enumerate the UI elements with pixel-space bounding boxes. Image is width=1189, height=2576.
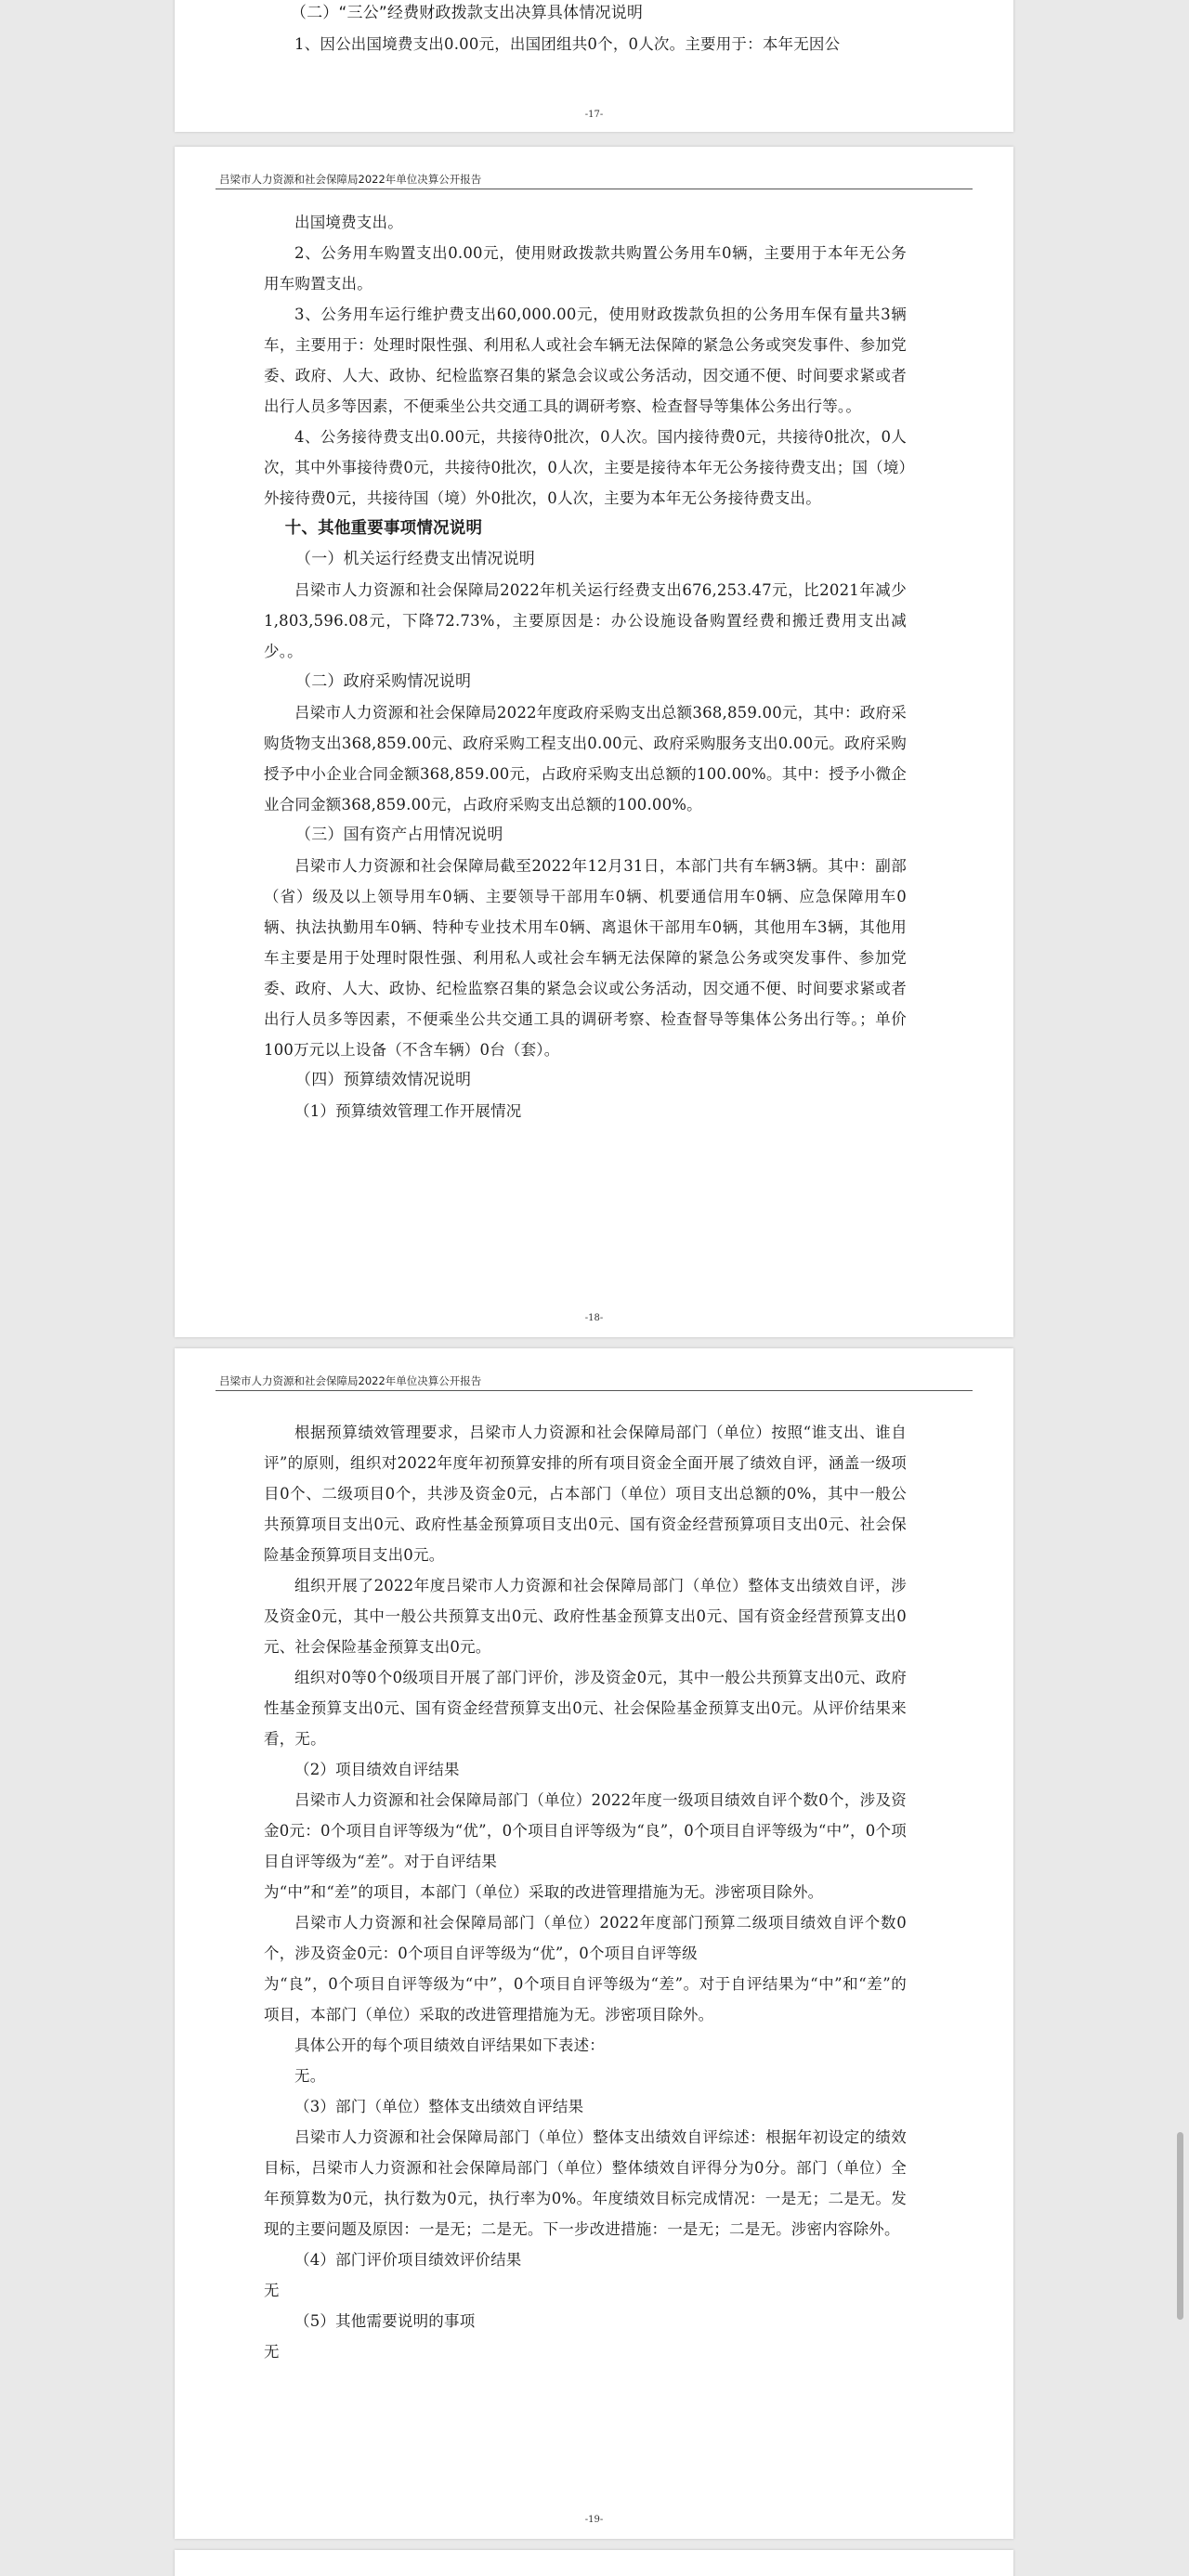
item-heading-3: （3）部门（单位）整体支出绩效自评结果 [294,2098,584,2115]
paragraph: 出国境费支出。 [294,214,403,231]
paragraph: 2、公务用车购置支出0.00元，使用财政拨款共购置公务用车0辆，主要用于本年无公务用车购置支出。 [264,244,907,293]
paragraph: 为“中”和“差”的项目，本部门（单位）采取的改进管理措施为无。涉密项目除外。 [264,1883,824,1901]
document-page-19 [175,1348,1013,2539]
paragraph: 4、公务接待费支出0.00元，共接待0批次，0人次。国内接待费0元，共接待0批次，0人次，其中外事接待费0元，共接待0批次，0人次，主要是接待本年无公务接待费支出；国（境）外接待费0元，共接待国（境）外0批次，0人次，主要为本年无公务接待费支出。 [264,428,907,507]
subsection-heading-3: （三）国有资产占用情况说明 [295,826,503,844]
vertical-scrollbar[interactable] [1178,0,1185,2576]
paragraph: 吕梁市人力资源和社会保障局截至2022年12月31日，本部门共有车辆3辆。其中：副部（省）级及以上领导用车0辆、主要领导干部用车0辆、机要通信用车0辆、应急保障用车0辆、执法执勤用车0辆、特种专业技术用车0辆、离退休干部用车0辆，其他用车3辆，其他用车主要是用于处理时限性强、利用私人或社会车辆无法保障的紧急公务或突发事件、参加党委、政府、人大、政协、纪检监察召集的紧急会议或公务活动，因交通不便、时间要求紧或者出行人员多等因素，不便乘坐公共交通工具的调研考察、检查督导等集体公务出行等。；单价100万元以上设备（不含车辆）0台（套）。 [264,857,907,1059]
running-header: 吕梁市人力资源和社会保障局2022年单位决算公开报告 [216,1373,973,1391]
paragraph: 吕梁市人力资源和社会保障局2022年机关运行经费支出676,253.47元，比2021年减少1,803,596.08元，下降72.73%，主要原因是：办公设施设备购置经费和搬迁费用支出减少。。 [264,581,907,660]
subsection-heading-4: （四）预算绩效情况说明 [295,1071,472,1089]
scrollbar-thumb[interactable] [1177,2132,1183,2320]
paragraph: 1、因公出国境费支出0.00元，出国团组共0个，0人次。主要用于：本年无因公 [294,35,841,53]
paragraph: 吕梁市人力资源和社会保障局2022年度政府采购支出总额368,859.00元，其中：政府采购货物支出368,859.00元、政府采购工程支出0.00元、政府采购服务支出0.00元。政府采购授予中小企业合同金额368,859.00元，占政府采购支出总额的100.00%。其中：授予小微企业合同金额368,859.00元，占政府采购支出总额的100.00%。 [264,704,907,813]
page-17-content [264,0,907,59]
document-page-17 [175,0,1013,132]
page-number: -19- [584,2515,604,2525]
paragraph: 无 [264,2282,280,2299]
document-page-18 [175,147,1013,1337]
paragraph: 无。 [294,2067,326,2085]
section-heading-10: 十、其他重要事项情况说明 [284,519,483,538]
paragraph: 吕梁市人力资源和社会保障局部门（单位）2022年度部门预算二级项目绩效自评个数0个，涉及资金0元：0个项目自评等级为“优”，0个项目自评等级 [264,1914,907,1962]
item-heading-2: （2）项目绩效自评结果 [294,1761,460,1778]
document-page-20 [175,2550,1013,2576]
paragraph: 根据预算绩效管理要求，吕梁市人力资源和社会保障局部门（单位）按照“谁支出、谁自评”的原则，组织对2022年度年初预算安排的所有项目资金全面开展了绩效自评，涵盖一级项目0个、二级项目0个，共涉及资金0元，占本部门（单位）项目支出总额的0%，其中一般公共预算项目支出0元、政府性基金预算项目支出0元、国有资金经营预算项目支出0元、社会保险基金预算项目支出0元。 [264,1424,907,1564]
page-18-content [264,207,907,1126]
item-heading-4: （4）部门评价项目绩效评价结果 [294,2251,522,2269]
item-heading-1: （1）预算绩效管理工作开展情况 [294,1102,522,1120]
subsection-heading-1: （一）机关运行经费支出情况说明 [295,550,535,568]
paragraph: 无 [264,2343,280,2361]
paragraph: 吕梁市人力资源和社会保障局部门（单位）2022年度一级项目绩效自评个数0个，涉及资金0元：0个项目自评等级为“优”，0个项目自评等级为“良”，0个项目自评等级为“中”，0个项目自评等级为“差”。对于自评结果 [264,1791,907,1870]
page-number: -18- [584,1313,604,1323]
paragraph: 具体公开的每个项目绩效自评结果如下表述： [294,2036,605,2054]
item-heading-5: （5）其他需要说明的事项 [294,2312,476,2330]
paragraph: 组织开展了2022年度吕梁市人力资源和社会保障局部门（单位）整体支出绩效自评，涉及资金0元，其中一般公共预算支出0元、政府性基金预算支出0元、国有资金经营预算支出0元、社会保险基金预算支出0元。 [264,1577,907,1656]
paragraph: 组织对0等0个0级项目开展了部门评价，涉及资金0元，其中一般公共预算支出0元、政府性基金预算支出0元、国有资金经营预算支出0元、社会保险基金预算支出0元。从评价结果来看，无。 [264,1669,907,1748]
page-number: -17- [584,110,604,120]
paragraph: 为“良”，0个项目自评等级为“中”，0个项目自评等级为“差”。对于自评结果为“中”和“差”的项目，本部门（单位）采取的改进管理措施为无。涉密项目除外。 [264,1975,907,2023]
section-heading-sangong: （二）“三公”经费财政拨款支出决算具体情况说明 [290,4,644,22]
paragraph: 3、公务用车运行维护费支出60,000.00元，使用财政拨款负担的公务用车保有量共3辆车，主要用于：处理时限性强、利用私人或社会车辆无法保障的紧急公务或突发事件、参加党委、政府、人大、政协、纪检监察召集的紧急会议或公务活动，因交通不便、时间要求紧或者出行人员多等因素，不便乘坐公共交通工具的调研考察、检查督导等集体公务出行等。。 [264,306,907,415]
page-19-content [264,1417,907,2367]
paragraph: 吕梁市人力资源和社会保障局部门（单位）整体支出绩效自评综述：根据年初设定的绩效目标，吕梁市人力资源和社会保障局部门（单位）整体绩效自评得分为0分。部门（单位）全年预算数为0元，执行数为0元，执行率为0%。年度绩效目标完成情况：一是无；二是无。发现的主要问题及原因：一是无；二是无。下一步改进措施：一是无；二是无。涉密内容除外。 [264,2128,907,2238]
running-header: 吕梁市人力资源和社会保障局2022年单位决算公开报告 [216,171,973,189]
subsection-heading-2: （二）政府采购情况说明 [295,672,472,691]
